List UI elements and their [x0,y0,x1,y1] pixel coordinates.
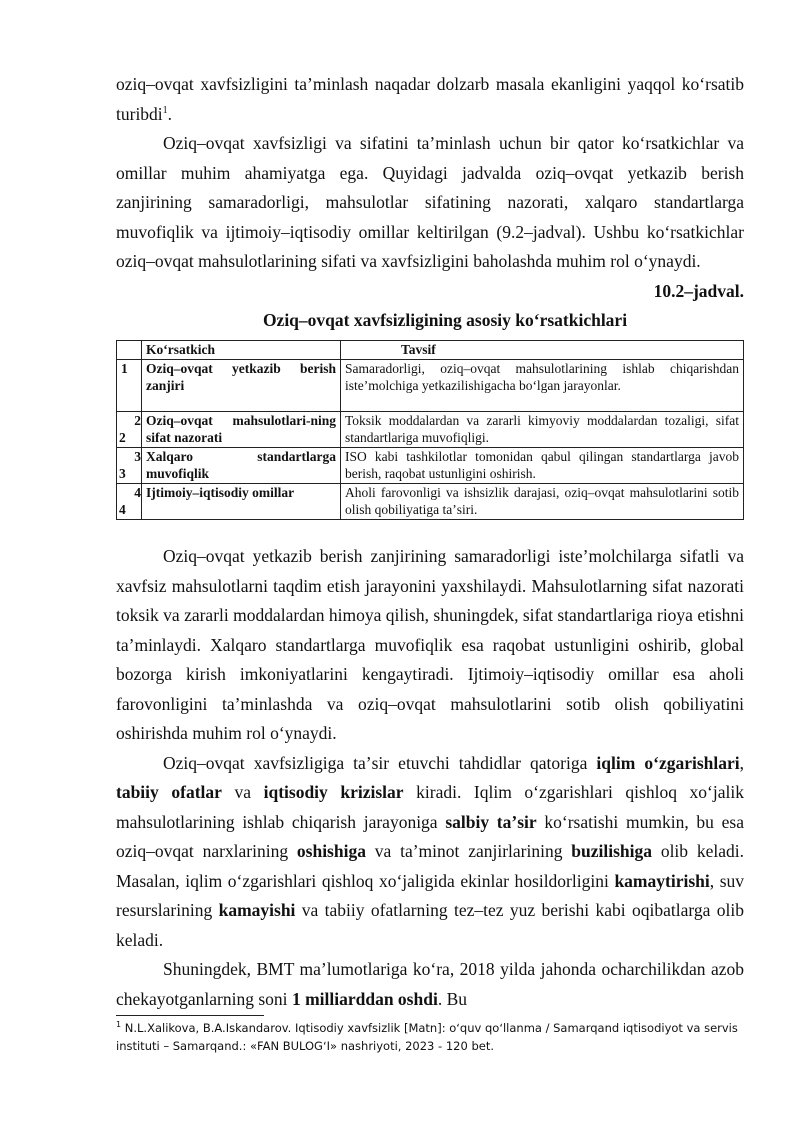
table-row [117,412,744,448]
bold-run: oshishiga [296,841,366,861]
text-run: va taʼminot zanjirlarining [365,841,572,861]
bold-run: kamaytirishi [614,870,710,891]
header-desc: Tavsif [341,340,744,360]
bold-run: tabiiy ofatlar [116,782,222,802]
bold-run: iqtisodiy krizislar [263,782,404,802]
intro-paragraph [116,70,744,129]
table-row [117,448,744,484]
row-num-bottom: 2 [119,429,126,445]
text-run: kiradi. Iqlim oʻzgarishlari qishloq xoʻjalik mahsulotlarining ishlab chiqarish jarayoniga [116,782,744,832]
row-name: Oziq–ovqat mahsulotlari-ning sifat nazorati [142,412,341,448]
row-num-top: 4 [134,485,141,500]
intro-text: oziq–ovqat xavfsizligini taʼminlash naqadar dolzarb masala ekanligini yaqqol koʻrsatib turibdi [116,74,744,124]
text-run: Oziq–ovqat xavfsizligiga taʼsir etuvchi tahdidlar qatoriga [163,752,597,773]
row-num-bottom: 3 [119,465,126,481]
text-run: va [221,782,264,802]
row-num [117,360,142,412]
footnote-number: 1 [116,1020,122,1030]
text-run: koʻrsatishi mumkin, bu esa oziq–ovqat narxlarining [116,811,744,861]
row-num-top: 3 [134,449,141,464]
bold-run: buzilishiga [571,841,653,861]
row-name: Oziq–ovqat yetkazib berish zanjiri [142,360,341,412]
text-run: Shuningdek, BMT maʼlumotlariga koʻra, 2018 yilda jahonda ocharchilikdan azob chekayotganlarning soni [116,959,744,1009]
text-run: va tabiiy ofatlarning tez–tez yuz berishi kabi oqibatlarga olib keladi. [116,900,744,950]
text-run: , suv resurslarining [116,870,745,920]
row-num-bottom: 4 [119,501,126,517]
row-name: Xalqaro standartlarga muvofiqlik [142,448,341,484]
bold-run: salbiy taʼsir [445,811,537,832]
row-num [117,412,142,448]
paragraph-2: Oziq–ovqat yetkazib berish zanjirining samaradorligi isteʼmolchilarga sifatli va xavfsiz mahsulotlarni taqdim etish jarayonini yaxshilaydi. Mahsulotlarning sifat nazorati toksik va zararli moddalardan himoya qilish, shuningdek, sifat standartlariga rioya etishni taʼminlaydi. Xalqaro standartlarga muvofiqlik esa raqobat ustunligini oshirib, global bozorga kirish imkoniyatlarini kengaytiradi. Ijtimoiy–iqtisodiy omillar esa aholi farovonligini taʼminlashda va oziq–ovqat mahsulotlarini sotib olish qobiliyatini oshirishda muhim rol oʻynaydi. [116,546,744,743]
row-desc: ISO kabi tashkilotlar tomonidan qabul qilingan standartlarga javob berish, raqobat ustunligini oshirish. [341,448,744,484]
bold-run: 1 milliarddan oshdi [291,988,438,1009]
text-run: . Bu [437,988,468,1009]
footnote [116,1019,746,1055]
text-run: , [739,752,744,773]
table-number: 10.2–jadval. [653,280,744,301]
table-row [117,484,744,520]
row-num [117,448,142,484]
footnote-divider [116,1015,264,1016]
header-num [117,340,142,360]
row-num [117,484,142,520]
row-desc: Samaradorligi, oziq–ovqat mahsulotlarining ishlab chiqarishdan isteʼmolchiga yetkazilishigacha boʻlgan jarayonlar. [341,360,744,412]
paragraph-3 [116,749,744,956]
bold-run: kamayishi [218,900,296,920]
footnote-text: N.L.Xalikova, B.A.Iskandarov. Iqtisodiy xavfsizlik [Matn]: oʻquv qoʻllanma / Samarqand iqtisodiyot va servis instituti – Samarqand.: «FAN BULOGʻI» nashriyoti, 2023 - 120 bet. [116,1021,738,1053]
intro-end: . [167,103,173,124]
table-row [117,360,744,412]
row-desc: Aholi farovonligi va ishsizlik darajasi, oziq–ovqat mahsulotlarini sotib olish qobiliyatiga taʼsiri. [341,484,744,520]
row-name: Ijtimoiy–iqtisodiy omillar [142,484,341,520]
document-page [116,70,744,1014]
text-run: olib keladi. Masalan, iqlim oʻzgarishlari qishloq xoʻjaligida ekinlar hosildorligini [116,841,744,891]
footnote-ref[interactable]: 1 [162,104,168,116]
header-name: Koʻrsatkich [142,340,341,360]
indicators-table [116,340,744,521]
row-num-label: 1 [121,361,128,376]
paragraph-1: Oziq–ovqat xavfsizligi va sifatini taʼminlash uchun bir qator koʻrsatkichlar va omillar muhim ahamiyatga ega. Quyidagi jadvalda oziq–ovqat yetkazib berish zanjirining samaradorligi, mahsulotlar sifatining nazorati, xalqaro standartlarga muvofiqlik va ijtimoiy–iqtisodiy omillar keltirilgan (9.2–jadval). Ushbu koʻrsatkichlar oziq–ovqat mahsulotlarining sifati va xavfsizligini baholashda muhim rol oʻynaydi. [116,133,744,271]
row-num-top: 2 [134,413,141,428]
bold-run: iqlim oʻzgarishlari [596,752,740,773]
table-title: Oziq–ovqat xavfsizligining asosiy koʻrsatkichlari [262,310,628,330]
row-desc: Toksik moddalardan va zararli kimyoviy moddalardan tozaligi, sifat standartlariga muvofiqligi. [341,412,744,448]
paragraph-4 [116,955,744,1014]
table-header-row [117,340,744,360]
